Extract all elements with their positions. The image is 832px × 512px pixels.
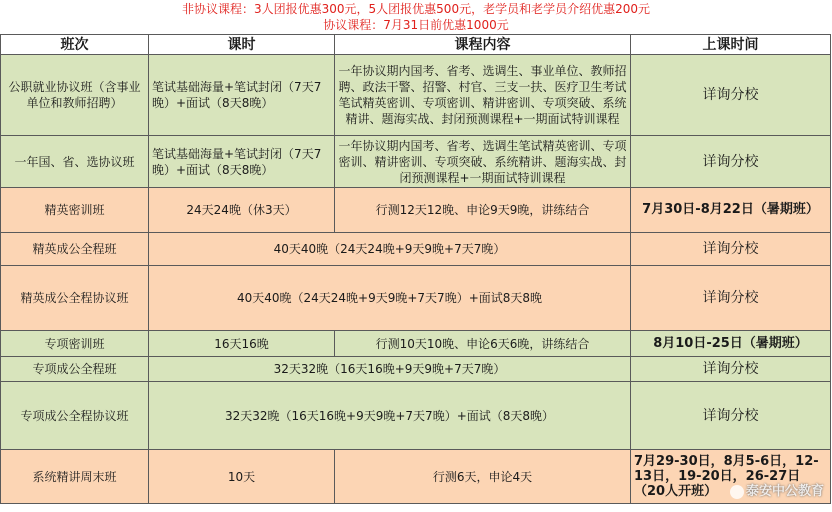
- header-time: 上课时间: [631, 35, 831, 55]
- class-hours: 笔试基础海量+笔试封闭（7天7晚）+面试（8天8晚）: [149, 55, 335, 136]
- class-merged-detail: 40天40晚（24天24晚+9天9晚+7天7晚）+面试8天8晚: [149, 266, 631, 331]
- class-time: 详询分校: [631, 55, 831, 136]
- class-content: 一年协议期内国考、省考、选调生、事业单位、教师招聘、政法干警、招警、村官、三支一扶、医疗卫生考试笔试精英密训、专项密训、精讲密训、专项突破、系统精讲、题海实战、封闭预测课程+一期面试特训课程: [335, 55, 631, 136]
- class-time: [631, 450, 831, 504]
- class-time: 8月10日-25日（暑期班）: [631, 331, 831, 357]
- class-content: 行测6天，申论4天: [335, 450, 631, 504]
- class-merged-detail: 32天32晚（16天16晚+9天9晚+7天7晚）+面试（8天8晚）: [149, 382, 631, 450]
- table-header-row: [1, 35, 831, 55]
- class-content: 一年协议期内国考、省考、选调生笔试精英密训、专项密训、精讲密训、专项突破、系统精讲、题海实战、封闭预测课程+一期面试特训课程: [335, 136, 631, 188]
- class-time: 详询分校: [631, 233, 831, 266]
- class-hours: 10天: [149, 450, 335, 504]
- class-name: 公职就业协议班（含事业单位和教师招聘）: [1, 55, 149, 136]
- class-name: 精英成公全程协议班: [1, 266, 149, 331]
- promo-line-non-agreement: 非协议课程：3人团报优惠300元，5人团报优惠500元，老学员和老学员介绍优惠200元: [182, 2, 650, 16]
- promo-line-agreement: 协议课程：7月31日前优惠1000元: [323, 18, 509, 32]
- class-name: 专项密训班: [1, 331, 149, 357]
- table-row: [1, 266, 831, 331]
- class-hours: 16天16晚: [149, 331, 335, 357]
- class-content: 行测12天12晚、申论9天9晚，讲练结合: [335, 188, 631, 233]
- class-name: 精英密训班: [1, 188, 149, 233]
- class-time: 详询分校: [631, 357, 831, 382]
- table-row: [1, 136, 831, 188]
- class-hours: 笔试基础海量+笔试封闭（7天7晚）+面试（8天8晚）: [149, 136, 335, 188]
- table-row: [1, 382, 831, 450]
- class-name: 一年国、省、选协议班: [1, 136, 149, 188]
- watermark-text: 泰安中公教育: [745, 484, 824, 499]
- class-time: 7月30日-8月22日（暑期班）: [631, 188, 831, 233]
- class-name: 专项成公全程班: [1, 357, 149, 382]
- table-row: [1, 55, 831, 136]
- header-class: 班次: [1, 35, 149, 55]
- class-name: 专项成公全程协议班: [1, 382, 149, 450]
- table-row: [1, 357, 831, 382]
- table-row: [1, 233, 831, 266]
- class-content: 行测10天10晚、申论6天6晚，讲练结合: [335, 331, 631, 357]
- class-merged-detail: 32天32晚（16天16晚+9天9晚+7天7晚）: [149, 357, 631, 382]
- course-schedule-table: [0, 34, 831, 504]
- class-time: 详询分校: [631, 136, 831, 188]
- class-time: 详询分校: [631, 266, 831, 331]
- class-name: 系统精讲周末班: [1, 450, 149, 504]
- wechat-logo-icon: [730, 485, 744, 499]
- table-row: [1, 188, 831, 233]
- header-content: 课程内容: [335, 35, 631, 55]
- promo-banner: [0, 0, 832, 35]
- class-hours: 24天24晚（休3天）: [149, 188, 335, 233]
- class-time: 详询分校: [631, 382, 831, 450]
- header-hours: 课时: [149, 35, 335, 55]
- watermark: [730, 484, 824, 499]
- class-name: 精英成公全程班: [1, 233, 149, 266]
- table-row: [1, 450, 831, 504]
- class-merged-detail: 40天40晚（24天24晚+9天9晚+7天7晚）: [149, 233, 631, 266]
- table-row: [1, 331, 831, 357]
- class-time-text: 7月29-30日，8月5-6日，12-13日，19-20日，26-27日（20人开班）: [634, 454, 819, 499]
